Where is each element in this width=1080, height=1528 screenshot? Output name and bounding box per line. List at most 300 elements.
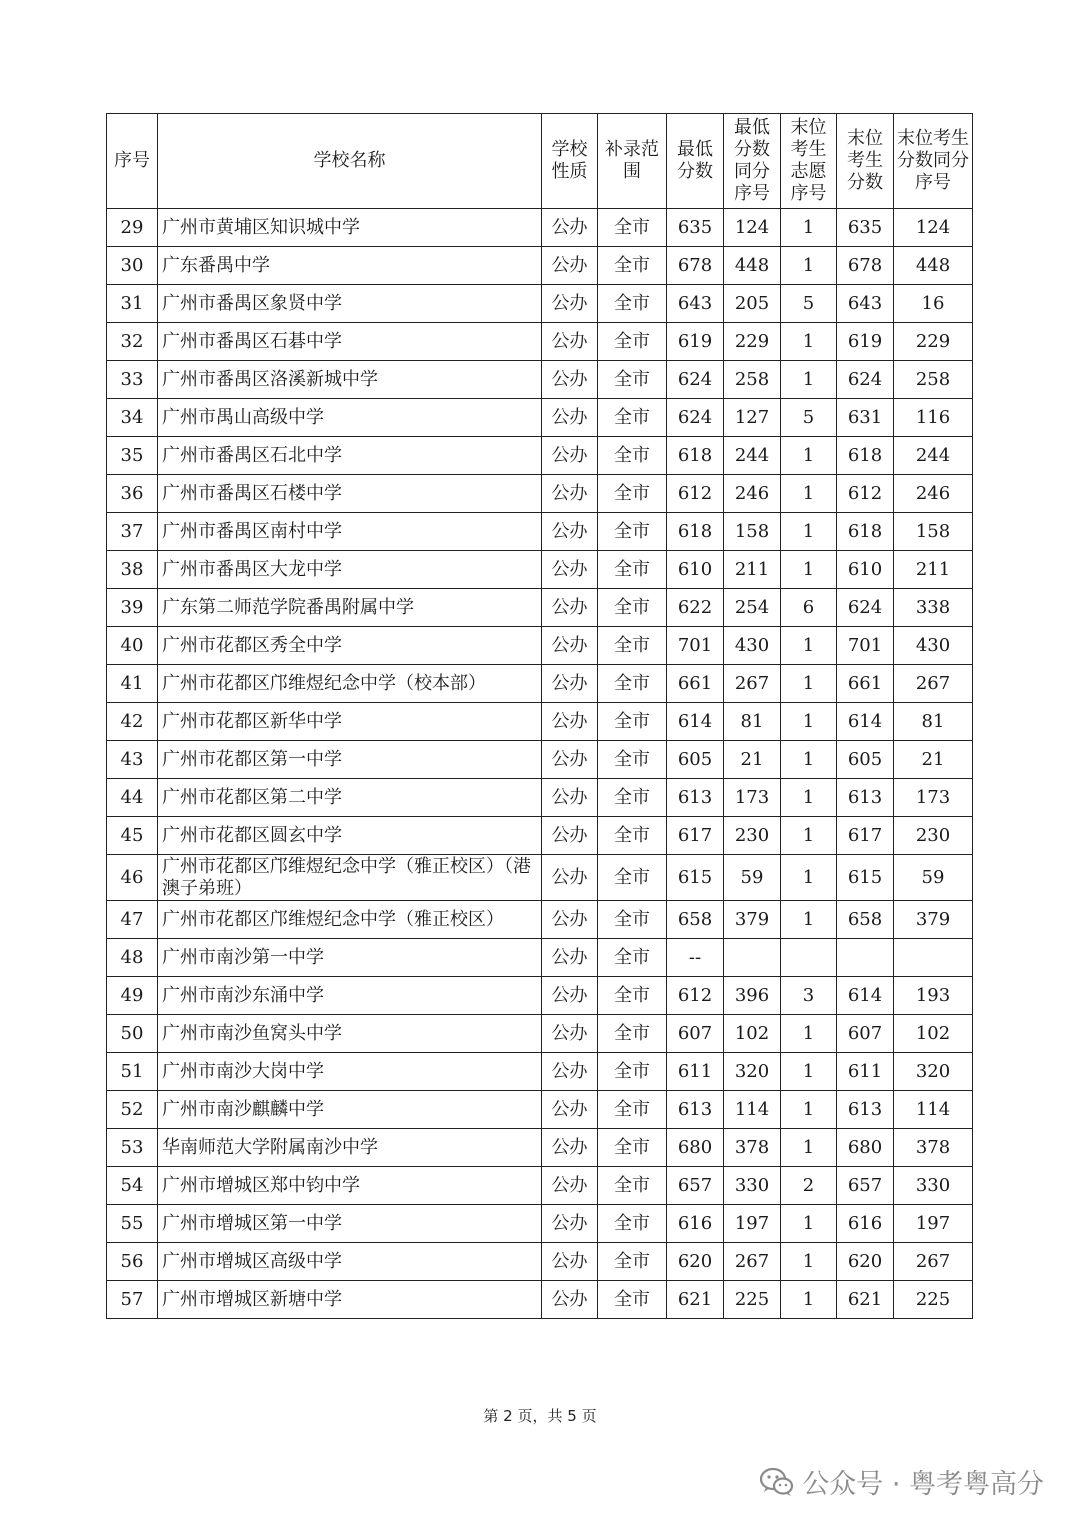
cell-min-score: 678 [667,247,724,285]
cell-school-name: 广州市禺山高级中学 [158,399,542,437]
header-cell-last-volunteer: 末位考生志愿序号 [781,114,837,209]
cell-school-name: 广州市南沙大岗中学 [158,1053,542,1091]
cell-scope: 全市 [598,703,667,741]
cell-row-no: 37 [107,513,158,551]
cell-scope: 全市 [598,855,667,901]
cell-scope: 全市 [598,247,667,285]
table-row [107,779,973,817]
cell-min-score: 605 [667,741,724,779]
cell-last-score: 618 [837,437,894,475]
cell-min-score-rank: 205 [724,285,781,323]
cell-last-score: 605 [837,741,894,779]
cell-scope: 全市 [598,741,667,779]
cell-last-volunteer: 1 [781,627,837,665]
cell-school-type: 公办 [542,589,598,627]
cell-last-score-rank: 158 [894,513,973,551]
cell-min-score-rank: 396 [724,977,781,1015]
cell-scope: 全市 [598,627,667,665]
cell-school-name: 广州市番禺区南村中学 [158,513,542,551]
table-row [107,475,973,513]
header-cell-min-score: 最低分数 [667,114,724,209]
cell-scope: 全市 [598,939,667,977]
cell-min-score: 701 [667,627,724,665]
cell-school-name: 广州市南沙东涌中学 [158,977,542,1015]
cell-last-volunteer: 1 [781,817,837,855]
cell-school-type: 公办 [542,209,598,247]
school-score-table-wrap [106,113,973,1319]
cell-min-score: 617 [667,817,724,855]
cell-last-score-rank: 338 [894,589,973,627]
table-row [107,1205,973,1243]
table-row [107,589,973,627]
header-cell-scope: 补录范围 [598,114,667,209]
cell-scope: 全市 [598,437,667,475]
cell-last-score: 614 [837,703,894,741]
cell-school-type: 公办 [542,665,598,703]
cell-min-score: 621 [667,1281,724,1319]
cell-last-score: 635 [837,209,894,247]
cell-min-score-rank: 246 [724,475,781,513]
table-row [107,361,973,399]
cell-school-type: 公办 [542,1167,598,1205]
cell-last-score-rank: 124 [894,209,973,247]
table-row [107,665,973,703]
cell-row-no: 43 [107,741,158,779]
cell-school-type: 公办 [542,627,598,665]
cell-row-no: 31 [107,285,158,323]
cell-last-score: 701 [837,627,894,665]
cell-min-score: 613 [667,1091,724,1129]
cell-last-volunteer: 1 [781,247,837,285]
table-row [107,1243,973,1281]
cell-row-no: 49 [107,977,158,1015]
cell-last-score-rank: 320 [894,1053,973,1091]
cell-last-score-rank: 430 [894,627,973,665]
cell-last-volunteer: 5 [781,399,837,437]
cell-school-name: 华南师范大学附属南沙中学 [158,1129,542,1167]
cell-school-type: 公办 [542,1129,598,1167]
watermark [760,1462,1044,1501]
cell-min-score-rank: 254 [724,589,781,627]
school-score-table [106,113,973,1319]
cell-school-name: 广州市番禺区石楼中学 [158,475,542,513]
cell-school-name: 广州市番禺区石碁中学 [158,323,542,361]
cell-min-score-rank: 230 [724,817,781,855]
cell-school-name: 广州市南沙第一中学 [158,939,542,977]
cell-min-score-rank: 225 [724,1281,781,1319]
header-cell-no: 序号 [107,114,158,209]
cell-last-score: 613 [837,779,894,817]
cell-min-score: 643 [667,285,724,323]
cell-min-score-rank: 448 [724,247,781,285]
table-row [107,817,973,855]
cell-school-name: 广东第二师范学院番禺附属中学 [158,589,542,627]
cell-min-score: 610 [667,551,724,589]
table-row [107,285,973,323]
cell-row-no: 40 [107,627,158,665]
cell-last-volunteer: 1 [781,513,837,551]
cell-scope: 全市 [598,513,667,551]
cell-row-no: 32 [107,323,158,361]
cell-last-score: 617 [837,817,894,855]
cell-last-score-rank: 246 [894,475,973,513]
cell-row-no: 52 [107,1091,158,1129]
cell-school-type: 公办 [542,399,598,437]
cell-last-score-rank: 225 [894,1281,973,1319]
cell-last-score: 613 [837,1091,894,1129]
cell-min-score-rank: 379 [724,901,781,939]
cell-min-score-rank: 378 [724,1129,781,1167]
cell-scope: 全市 [598,1053,667,1091]
cell-min-score-rank: 211 [724,551,781,589]
page-footer: 第 2 页，共 5 页 [483,1407,597,1425]
table-row [107,1053,973,1091]
cell-last-score-rank: 59 [894,855,973,901]
cell-last-volunteer: 1 [781,741,837,779]
cell-last-volunteer: 1 [781,1129,837,1167]
cell-last-volunteer: 5 [781,285,837,323]
cell-row-no: 35 [107,437,158,475]
cell-last-score-rank: 211 [894,551,973,589]
cell-min-score-rank: 21 [724,741,781,779]
cell-school-type: 公办 [542,551,598,589]
table-row [107,977,973,1015]
cell-last-score: 680 [837,1129,894,1167]
cell-min-score: 618 [667,437,724,475]
cell-row-no: 44 [107,779,158,817]
cell-last-volunteer: 1 [781,551,837,589]
cell-school-name: 广州市增城区第一中学 [158,1205,542,1243]
cell-school-name: 广州市花都区邝维煜纪念中学（雅正校区） [158,901,542,939]
cell-school-name: 广州市增城区高级中学 [158,1243,542,1281]
table-header-row [107,114,973,209]
cell-min-score-rank: 330 [724,1167,781,1205]
cell-scope: 全市 [598,1015,667,1053]
cell-min-score-rank: 229 [724,323,781,361]
table-row [107,1091,973,1129]
cell-last-score: 619 [837,323,894,361]
cell-school-name: 广州市番禺区大龙中学 [158,551,542,589]
cell-last-score-rank: 197 [894,1205,973,1243]
cell-school-name: 广东番禺中学 [158,247,542,285]
watermark-text: 公众号 · 粤考粤高分 [802,1469,1044,1500]
cell-row-no: 41 [107,665,158,703]
cell-min-score-rank: 173 [724,779,781,817]
cell-last-volunteer: 1 [781,901,837,939]
cell-min-score-rank: 81 [724,703,781,741]
cell-school-type: 公办 [542,977,598,1015]
cell-row-no: 39 [107,589,158,627]
cell-min-score-rank: 59 [724,855,781,901]
cell-last-score-rank: 16 [894,285,973,323]
cell-scope: 全市 [598,1167,667,1205]
cell-last-volunteer: 1 [781,475,837,513]
cell-last-volunteer: 1 [781,437,837,475]
cell-min-score-rank: 158 [724,513,781,551]
cell-row-no: 48 [107,939,158,977]
cell-school-type: 公办 [542,939,598,977]
cell-last-score-rank: 114 [894,1091,973,1129]
cell-last-score: 618 [837,513,894,551]
cell-school-name: 广州市花都区圆玄中学 [158,817,542,855]
table-row [107,741,973,779]
table-row [107,1281,973,1319]
cell-min-score: 622 [667,589,724,627]
cell-last-volunteer: 3 [781,977,837,1015]
cell-last-score-rank: 258 [894,361,973,399]
cell-row-no: 50 [107,1015,158,1053]
cell-school-name: 广州市黄埔区知识城中学 [158,209,542,247]
cell-last-volunteer: 1 [781,1281,837,1319]
cell-min-score-rank: 320 [724,1053,781,1091]
cell-last-score: 614 [837,977,894,1015]
cell-min-score-rank: 197 [724,1205,781,1243]
cell-last-score-rank: 448 [894,247,973,285]
cell-last-score: 615 [837,855,894,901]
cell-school-type: 公办 [542,1053,598,1091]
table-row [107,399,973,437]
table-row [107,209,973,247]
cell-last-volunteer: 1 [781,703,837,741]
cell-min-score: 624 [667,399,724,437]
cell-last-volunteer: 6 [781,589,837,627]
cell-row-no: 30 [107,247,158,285]
cell-min-score: 661 [667,665,724,703]
cell-min-score: 607 [667,1015,724,1053]
cell-last-score [837,939,894,977]
header-cell-school-name: 学校名称 [158,114,542,209]
cell-last-score: 621 [837,1281,894,1319]
cell-school-name: 广州市番禺区象贤中学 [158,285,542,323]
cell-last-score: 611 [837,1053,894,1091]
cell-row-no: 33 [107,361,158,399]
table-row [107,627,973,665]
cell-school-name: 广州市番禺区洛溪新城中学 [158,361,542,399]
cell-school-name: 广州市番禺区石北中学 [158,437,542,475]
cell-last-volunteer: 1 [781,323,837,361]
cell-last-volunteer: 1 [781,1015,837,1053]
cell-last-volunteer: 1 [781,209,837,247]
cell-school-name: 广州市增城区新塘中学 [158,1281,542,1319]
cell-scope: 全市 [598,1091,667,1129]
table-row [107,513,973,551]
table-row [107,437,973,475]
cell-min-score: 620 [667,1243,724,1281]
cell-school-type: 公办 [542,817,598,855]
cell-last-volunteer: 1 [781,1243,837,1281]
table-row [107,939,973,977]
cell-scope: 全市 [598,977,667,1015]
table-row [107,703,973,741]
cell-school-type: 公办 [542,855,598,901]
table-row [107,323,973,361]
cell-last-score-rank: 230 [894,817,973,855]
cell-school-type: 公办 [542,285,598,323]
cell-last-volunteer: 1 [781,855,837,901]
cell-school-type: 公办 [542,361,598,399]
cell-school-name: 广州市花都区邝维煜纪念中学（雅正校区）（港澳子弟班） [158,855,542,901]
cell-last-volunteer: 1 [781,779,837,817]
cell-row-no: 53 [107,1129,158,1167]
cell-min-score: 680 [667,1129,724,1167]
cell-row-no: 47 [107,901,158,939]
cell-school-type: 公办 [542,513,598,551]
cell-last-score-rank: 193 [894,977,973,1015]
cell-last-score-rank: 116 [894,399,973,437]
cell-school-name: 广州市花都区第一中学 [158,741,542,779]
cell-last-score-rank: 378 [894,1129,973,1167]
cell-min-score: 635 [667,209,724,247]
cell-row-no: 42 [107,703,158,741]
cell-last-volunteer: 1 [781,361,837,399]
cell-min-score: 618 [667,513,724,551]
cell-school-name: 广州市增城区郑中钧中学 [158,1167,542,1205]
cell-row-no: 54 [107,1167,158,1205]
cell-last-score: 624 [837,589,894,627]
table-row [107,551,973,589]
cell-last-score-rank: 173 [894,779,973,817]
cell-last-score-rank: 379 [894,901,973,939]
cell-last-score-rank: 267 [894,1243,973,1281]
cell-last-score: 620 [837,1243,894,1281]
cell-row-no: 38 [107,551,158,589]
cell-row-no: 36 [107,475,158,513]
cell-school-type: 公办 [542,1281,598,1319]
cell-min-score: 619 [667,323,724,361]
cell-row-no: 57 [107,1281,158,1319]
cell-last-volunteer: 2 [781,1167,837,1205]
cell-school-type: 公办 [542,247,598,285]
cell-scope: 全市 [598,323,667,361]
cell-scope: 全市 [598,361,667,399]
cell-school-type: 公办 [542,703,598,741]
cell-school-type: 公办 [542,1243,598,1281]
cell-school-type: 公办 [542,1015,598,1053]
cell-last-score: 624 [837,361,894,399]
wechat-icon [760,1467,794,1497]
cell-last-score-rank: 81 [894,703,973,741]
cell-last-score-rank: 102 [894,1015,973,1053]
cell-row-no: 45 [107,817,158,855]
cell-min-score: 658 [667,901,724,939]
cell-school-type: 公办 [542,779,598,817]
cell-school-name: 广州市花都区邝维煜纪念中学（校本部） [158,665,542,703]
cell-school-name: 广州市南沙鱼窝头中学 [158,1015,542,1053]
table-row [107,1015,973,1053]
cell-min-score-rank: 267 [724,665,781,703]
cell-min-score-rank: 102 [724,1015,781,1053]
cell-min-score: 613 [667,779,724,817]
cell-school-name: 广州市南沙麒麟中学 [158,1091,542,1129]
cell-min-score: 612 [667,475,724,513]
cell-scope: 全市 [598,551,667,589]
cell-scope: 全市 [598,1205,667,1243]
cell-school-type: 公办 [542,437,598,475]
cell-last-score-rank: 330 [894,1167,973,1205]
header-cell-school-type: 学校性质 [542,114,598,209]
cell-row-no: 55 [107,1205,158,1243]
cell-school-name: 广州市花都区第二中学 [158,779,542,817]
cell-scope: 全市 [598,1281,667,1319]
cell-last-volunteer: 1 [781,1091,837,1129]
cell-school-type: 公办 [542,1091,598,1129]
cell-last-score-rank: 229 [894,323,973,361]
table-row [107,855,973,901]
cell-last-volunteer: 1 [781,665,837,703]
cell-scope: 全市 [598,901,667,939]
cell-min-score-rank: 258 [724,361,781,399]
cell-scope: 全市 [598,285,667,323]
cell-row-no: 46 [107,855,158,901]
cell-scope: 全市 [598,817,667,855]
cell-last-score: 616 [837,1205,894,1243]
cell-min-score: 611 [667,1053,724,1091]
cell-min-score-rank [724,939,781,977]
cell-scope: 全市 [598,1243,667,1281]
cell-scope: 全市 [598,665,667,703]
cell-min-score: 624 [667,361,724,399]
cell-min-score-rank: 267 [724,1243,781,1281]
cell-last-score-rank: 244 [894,437,973,475]
cell-min-score: 657 [667,1167,724,1205]
cell-last-score: 643 [837,285,894,323]
cell-last-score: 607 [837,1015,894,1053]
cell-school-type: 公办 [542,741,598,779]
cell-min-score-rank: 124 [724,209,781,247]
cell-scope: 全市 [598,209,667,247]
cell-last-volunteer: 1 [781,1205,837,1243]
cell-school-name: 广州市花都区新华中学 [158,703,542,741]
table-row [107,901,973,939]
cell-last-volunteer [781,939,837,977]
cell-last-score: 612 [837,475,894,513]
cell-scope: 全市 [598,779,667,817]
cell-last-score-rank: 21 [894,741,973,779]
table-row [107,1129,973,1167]
cell-last-score: 657 [837,1167,894,1205]
cell-last-score-rank: 267 [894,665,973,703]
cell-last-score: 610 [837,551,894,589]
cell-scope: 全市 [598,399,667,437]
cell-row-no: 34 [107,399,158,437]
cell-school-type: 公办 [542,475,598,513]
cell-row-no: 56 [107,1243,158,1281]
header-cell-last-score-rank: 末位考生分数同分序号 [894,114,973,209]
cell-school-type: 公办 [542,901,598,939]
cell-last-score: 678 [837,247,894,285]
cell-school-type: 公办 [542,323,598,361]
cell-scope: 全市 [598,475,667,513]
header-cell-last-score: 末位考生分数 [837,114,894,209]
cell-scope: 全市 [598,589,667,627]
cell-school-name: 广州市花都区秀全中学 [158,627,542,665]
cell-min-score-rank: 430 [724,627,781,665]
table-row [107,247,973,285]
cell-last-score: 661 [837,665,894,703]
cell-row-no: 29 [107,209,158,247]
cell-min-score-rank: 244 [724,437,781,475]
cell-last-score-rank [894,939,973,977]
cell-min-score: 614 [667,703,724,741]
cell-min-score: 616 [667,1205,724,1243]
cell-last-score: 658 [837,901,894,939]
table-row [107,1167,973,1205]
cell-last-volunteer: 1 [781,1053,837,1091]
cell-min-score-rank: 114 [724,1091,781,1129]
cell-row-no: 51 [107,1053,158,1091]
cell-min-score: 612 [667,977,724,1015]
cell-min-score: -- [667,939,724,977]
